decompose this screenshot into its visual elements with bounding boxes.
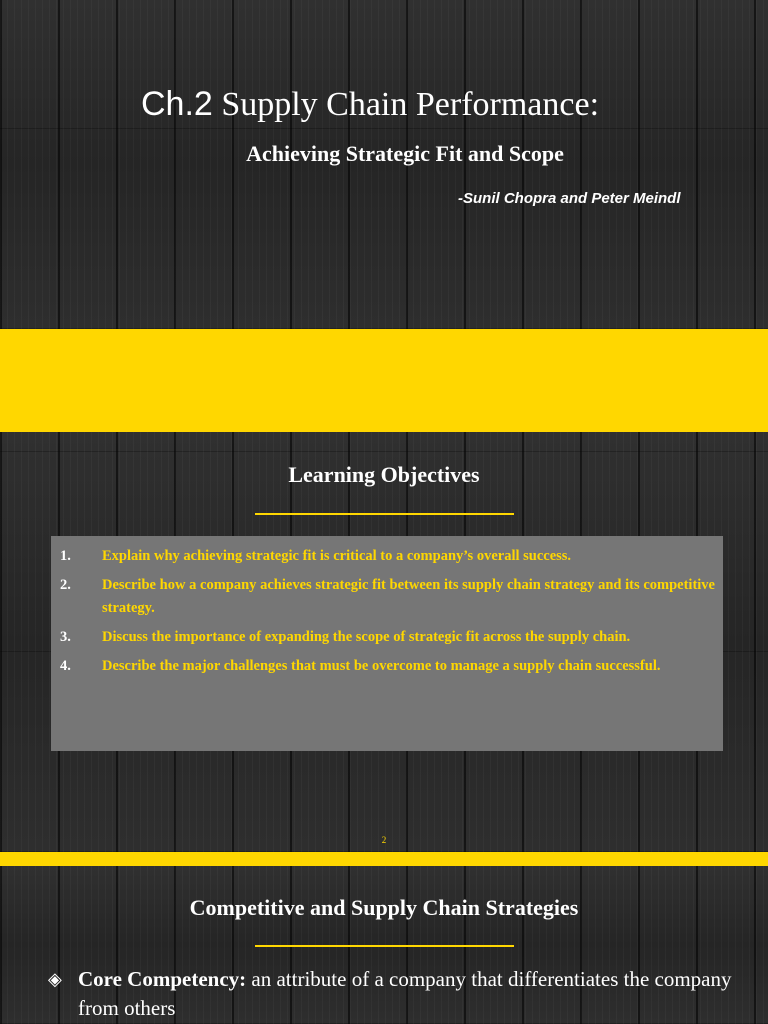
bullet-item <box>48 965 748 1023</box>
slide-heading: Learning Objectives <box>288 462 480 487</box>
objectives-box <box>51 536 723 751</box>
objective-number: 1. <box>60 548 71 564</box>
objective-item <box>60 545 715 568</box>
slide-title <box>0 83 740 126</box>
objective-text: Describe the major challenges that must be overcome to manage a supply chain successful. <box>102 658 661 674</box>
objective-item <box>60 574 715 620</box>
bullet-definition: an attribute of a company that differentiates the company from others <box>78 967 732 1020</box>
objective-number: 2. <box>60 577 71 593</box>
slide-divider-band <box>0 329 768 432</box>
objective-item <box>60 655 715 678</box>
chapter-title: Supply Chain Performance: <box>221 86 600 123</box>
objective-text: Describe how a company achieves strategic fit between its supply chain strategy and its competitive strategy. <box>102 577 715 616</box>
authors-credit: -Sunil Chopra and Peter Meindl <box>458 190 681 207</box>
objective-number: 4. <box>60 658 71 674</box>
page-number: 2 <box>381 835 387 845</box>
objective-number: 3. <box>60 629 71 645</box>
objective-text: Discuss the importance of expanding the scope of strategic fit across the supply chain. <box>102 629 631 645</box>
objective-text: Explain why achieving strategic fit is critical to a company’s overall success. <box>102 548 572 564</box>
heading-underline <box>255 945 514 947</box>
bullet-term: Core Competency: <box>78 967 247 991</box>
title-slide <box>0 0 768 329</box>
learning-objectives-slide <box>0 432 768 852</box>
slide-divider-band <box>0 852 768 866</box>
objective-item <box>60 626 715 649</box>
strategies-slide <box>0 866 768 1024</box>
chapter-label: Ch.2 <box>140 85 213 123</box>
heading-underline <box>255 513 514 515</box>
diamond-bullet-icon: ◈ <box>48 969 62 989</box>
slide-subtitle: Achieving Strategic Fit and Scope <box>246 141 564 166</box>
bullet-text <box>78 965 748 1023</box>
slide-heading: Competitive and Supply Chain Strategies <box>189 895 579 920</box>
